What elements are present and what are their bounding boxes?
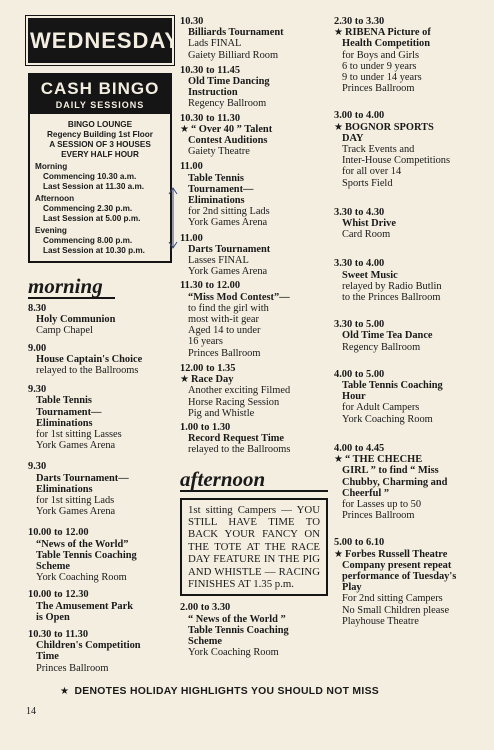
event-time: 5.00 to 6.10 [334, 537, 385, 549]
event-detail: relayed by Radio Butlin [342, 280, 442, 292]
event-time: 10.30 [180, 16, 204, 27]
event-title [334, 582, 484, 593]
event-title [334, 270, 484, 281]
event-title [334, 465, 484, 476]
event-title [28, 539, 172, 550]
event-title [28, 473, 172, 484]
bingo-session-last: Last Session at 11.30 a.m. [43, 182, 145, 191]
bingo-session-label: Morning [35, 162, 68, 171]
event-detail: Camp Chapel [36, 325, 93, 337]
event-time: 3.30 to 4.30 [334, 206, 385, 218]
event-title-text: RIBENA Picture of [344, 27, 431, 39]
event-title [28, 484, 172, 495]
event-item [334, 207, 484, 241]
event-detail: for all over 14 [342, 166, 402, 178]
star-icon: ★ [180, 123, 189, 135]
event-detail: Pig and Whistle [188, 407, 255, 419]
event-detail: for 2nd sitting Lads [188, 206, 270, 218]
event-title-text: GIRL ” to find “ Miss [342, 465, 439, 477]
event-title [334, 122, 484, 133]
event-detail: York Games Arena [36, 440, 116, 452]
event-item [28, 589, 172, 623]
event-detail: 9 to under 14 years [342, 72, 422, 84]
event-item [28, 343, 172, 377]
event-title [334, 330, 484, 341]
bingo-session-start: Commencing 8.00 p.m. [43, 236, 133, 245]
event-item [28, 384, 172, 451]
event-item [334, 258, 484, 303]
event-title-text: Children's Competition [36, 640, 141, 652]
event-detail: for Adult Campers [342, 402, 420, 414]
day-banner: WEDNESDAY [28, 18, 172, 63]
event-detail: York Coaching Room [342, 413, 433, 425]
event-title-text: Scheme [36, 561, 71, 573]
bingo-details [30, 114, 170, 261]
event-title [28, 395, 172, 406]
event-title [180, 173, 328, 184]
morning-heading: morning [28, 275, 115, 299]
event-item [28, 303, 172, 337]
event-item [180, 233, 328, 278]
event-title-text: Eliminations [36, 483, 93, 495]
event-title-text: Instruction [188, 87, 238, 99]
event-detail: No Small Children please [342, 604, 450, 616]
event-detail: 6 to under 9 years [342, 60, 417, 72]
event-detail: Gaiety Billiard Room [188, 49, 279, 61]
bingo-session-last: Last Session at 10.30 p.m. [43, 246, 145, 255]
event-time: 1.00 to 1.30 [180, 421, 231, 433]
event-detail: for 1st sitting Lasses [36, 429, 122, 441]
event-time: 3.00 to 4.00 [334, 110, 385, 122]
event-time: 11.00 [180, 161, 203, 173]
event-title [28, 550, 172, 561]
event-detail: relayed to the Ballrooms [36, 365, 139, 377]
event-title-text: “News of the World” [36, 538, 129, 550]
bingo-session-start: Commencing 10.30 a.m. [43, 172, 137, 181]
event-title [334, 560, 484, 571]
event-title-text: “Miss Mod Contest”— [188, 291, 290, 303]
event-title-text: Chubby, Charming and [342, 476, 448, 488]
event-title [180, 244, 328, 255]
event-detail: Sports Field [342, 177, 393, 189]
event-time: 4.00 to 4.45 [334, 442, 385, 454]
event-title-text: Table Tennis [36, 395, 92, 407]
event-detail: Track Events and [342, 144, 415, 156]
event-title-text: Billiards Tournament [188, 27, 284, 39]
event-title-text: Contest Auditions [188, 135, 268, 147]
event-time: 11.00 [180, 232, 203, 244]
event-title [28, 354, 172, 365]
event-item [334, 319, 484, 353]
event-item [180, 65, 328, 110]
event-title-text: Company present repeat [342, 559, 452, 571]
bingo-line: A SESSION OF 3 HOUSES [49, 140, 151, 149]
event-item [180, 422, 328, 456]
event-title-text: DAY [342, 132, 364, 144]
event-title [180, 292, 328, 303]
event-title [180, 625, 328, 636]
event-title-text: Eliminations [188, 195, 245, 207]
event-title-text: “ News of the World ” [188, 613, 286, 625]
event-title-text: Cheerful ” [342, 487, 390, 499]
event-detail: Princes Ballroom [342, 510, 415, 522]
event-detail: Princes Ballroom [342, 83, 415, 95]
event-title [28, 612, 172, 623]
event-detail: York Coaching Room [36, 572, 127, 584]
event-item [180, 16, 328, 61]
star-icon: ★ [334, 27, 343, 39]
event-time: 11.30 to 12.00 [180, 280, 241, 292]
event-title-text: Darts Tournament— [36, 472, 129, 484]
event-title [28, 314, 172, 325]
event-title-text: is Open [36, 611, 70, 623]
page-number: 14 [26, 706, 36, 717]
event-time: 10.30 to 11.30 [28, 629, 89, 641]
column-middle [180, 16, 328, 658]
bingo-subtitle: DAILY SESSIONS [55, 100, 145, 110]
event-title [180, 184, 328, 195]
event-detail: Inter-House Competitions [342, 155, 451, 167]
event-title [28, 640, 172, 651]
event-time: 9.30 [28, 461, 47, 473]
event-detail: York Coaching Room [188, 647, 279, 659]
event-title-text: Old Time Tea Dance [342, 330, 433, 342]
event-title [180, 433, 328, 444]
event-title-text: Health Competition [342, 38, 431, 50]
event-detail: for Boys and Girls [342, 49, 420, 61]
event-item [334, 16, 484, 94]
event-title-text: Table Tennis [188, 172, 244, 184]
event-time: 10.00 to 12.00 [28, 527, 89, 539]
event-item [28, 461, 172, 517]
bingo-header [30, 75, 170, 114]
event-detail: 16 years [188, 336, 223, 348]
race-day-notice: 1st sitting Campers — YOU STILL HAVE TIME TO BACK YOUR FANCY ON THE TOTE AT THE RACE DAY FEATURE IN THE PIG AND WHISTLE — RACING FINISHES AT 1.35 p.m. [180, 498, 328, 597]
event-time: 10.30 to 11.45 [180, 64, 241, 76]
event-detail: Lasses FINAL [188, 255, 249, 267]
event-title [334, 549, 484, 560]
event-time: 12.00 to 1.35 [180, 362, 236, 374]
event-title-text: Tournament— [36, 406, 102, 418]
event-detail: For 2nd sitting Campers [342, 593, 443, 605]
event-title [334, 571, 484, 582]
star-icon: ★ [180, 374, 189, 386]
bingo-line: BINGO LOUNGE [67, 120, 133, 129]
highlights-legend [60, 686, 480, 697]
event-time: 3.30 to 5.00 [334, 319, 385, 331]
event-item [334, 443, 484, 521]
event-item [180, 363, 328, 419]
event-time: 2.30 to 3.30 [334, 16, 385, 27]
bingo-line: EVERY HALF HOUR [61, 150, 139, 159]
event-detail: Horse Racing Session [188, 396, 280, 408]
column-right [334, 16, 484, 627]
event-title-text: “ THE CHECHE [344, 454, 423, 466]
event-title-text: Eliminations [36, 417, 93, 429]
bingo-title: CASH BINGO [40, 79, 160, 98]
event-title [180, 76, 328, 87]
midday-events [180, 16, 328, 456]
event-detail: Another exciting Filmed [188, 385, 291, 397]
event-time: 10.30 to 11.30 [180, 112, 241, 124]
event-detail: for 1st sitting Lads [36, 495, 115, 507]
event-title-text: Race Day [190, 374, 234, 386]
event-title [180, 135, 328, 146]
afternoon-events [334, 16, 484, 627]
event-title [334, 391, 484, 402]
bingo-session-label: Evening [35, 226, 67, 235]
event-title-text: Holy Communion [36, 314, 116, 326]
event-title-text: House Captain's Choice [36, 353, 143, 365]
event-title [28, 407, 172, 418]
event-detail: Regency Ballroom [188, 98, 267, 110]
event-time: 10.00 to 12.30 [28, 589, 89, 601]
event-title-text: Scheme [188, 635, 223, 647]
bingo-session-label: Afternoon [35, 194, 75, 203]
event-title [334, 488, 484, 499]
bingo-session-last: Last Session at 5.00 p.m. [43, 214, 141, 223]
event-title-text: Darts Tournament [188, 243, 271, 255]
event-time: 9.30 [28, 384, 47, 396]
event-detail: Gaiety Theatre [188, 146, 250, 158]
event-time: 3.30 to 4.00 [334, 258, 385, 270]
bingo-session-start: Commencing 2.30 p.m. [43, 204, 133, 213]
event-detail: to find the girl with [188, 302, 269, 314]
bingo-box [28, 73, 172, 263]
event-title [180, 195, 328, 206]
star-icon: ★ [334, 121, 343, 133]
event-title-text: Table Tennis Coaching [36, 549, 137, 561]
event-title-text: Hour [342, 391, 366, 403]
event-title-text: Time [36, 651, 59, 663]
event-title-text: Table Tennis Coaching [188, 624, 289, 636]
event-item [180, 602, 328, 658]
morning-events [28, 303, 172, 674]
event-title [180, 636, 328, 647]
event-title [334, 477, 484, 488]
event-detail: most with-it gear [188, 314, 259, 326]
event-detail: York Games Arena [36, 506, 116, 518]
event-detail: Card Room [342, 229, 391, 241]
event-title [334, 380, 484, 391]
event-title [28, 418, 172, 429]
handwritten-arrow-icon [168, 186, 178, 250]
event-detail: York Games Arena [188, 217, 268, 229]
event-title-text: Forbes Russell Theatre [344, 548, 448, 560]
event-title [180, 374, 328, 385]
event-item [28, 527, 172, 583]
event-item [28, 629, 172, 674]
event-detail: Princes Ballroom [188, 347, 261, 359]
event-title-text: BOGNOR SPORTS [344, 121, 434, 133]
event-item [180, 161, 328, 228]
event-detail: Aged 14 to under [188, 325, 261, 337]
event-detail: Playhouse Theatre [342, 615, 419, 627]
event-time: 8.30 [28, 303, 47, 314]
event-title [334, 454, 484, 465]
event-detail: relayed to the Ballrooms [188, 444, 291, 456]
event-detail: to the Princes Ballroom [342, 292, 441, 304]
event-time: 4.00 to 5.00 [334, 368, 385, 380]
event-title [180, 27, 328, 38]
event-time: 2.00 to 3.30 [180, 602, 231, 614]
event-title-text: Play [342, 582, 362, 594]
event-item [334, 369, 484, 425]
bingo-line: Regency Building 1st Floor [47, 130, 153, 139]
event-detail: for Lasses up to 50 [342, 498, 422, 510]
column-left [28, 16, 180, 674]
event-title [28, 601, 172, 612]
event-detail: York Games Arena [188, 266, 268, 278]
event-item [334, 110, 484, 188]
event-detail: Regency Ballroom [342, 341, 421, 353]
star-icon: ★ [334, 548, 343, 560]
event-title [334, 218, 484, 229]
event-title-text: Old Time Dancing [188, 76, 270, 88]
event-title [28, 561, 172, 572]
event-title-text: Table Tennis Coaching [342, 380, 443, 392]
event-time: 9.00 [28, 342, 47, 354]
event-title [180, 614, 328, 625]
event-item [180, 113, 328, 158]
event-title [334, 133, 484, 144]
afternoon-heading: afternoon [180, 468, 328, 492]
star-icon: ★ [60, 686, 70, 697]
event-title-text: Record Request Time [188, 433, 285, 445]
afternoon-events-middle [180, 602, 328, 658]
event-item [180, 280, 328, 358]
event-title-text: Sweet Music [342, 269, 398, 281]
event-item [334, 537, 484, 627]
event-title-text: Whist Drive [342, 218, 396, 230]
event-title-text: performance of Tuesday's [342, 570, 457, 582]
legend-text: DENOTES HOLIDAY HIGHLIGHTS YOU SHOULD NOT MISS [74, 686, 380, 697]
event-detail: Lads FINAL [188, 38, 242, 50]
event-title [180, 124, 328, 135]
event-title [180, 87, 328, 98]
event-title [334, 27, 484, 38]
star-icon: ★ [334, 454, 343, 466]
event-title [28, 651, 172, 662]
event-title-text: Tournament— [188, 183, 254, 195]
event-detail: Princes Ballroom [36, 662, 109, 674]
event-title-text: “ Over 40 ” Talent [190, 123, 273, 135]
event-title-text: The Amusement Park [36, 600, 133, 612]
event-title [334, 38, 484, 49]
